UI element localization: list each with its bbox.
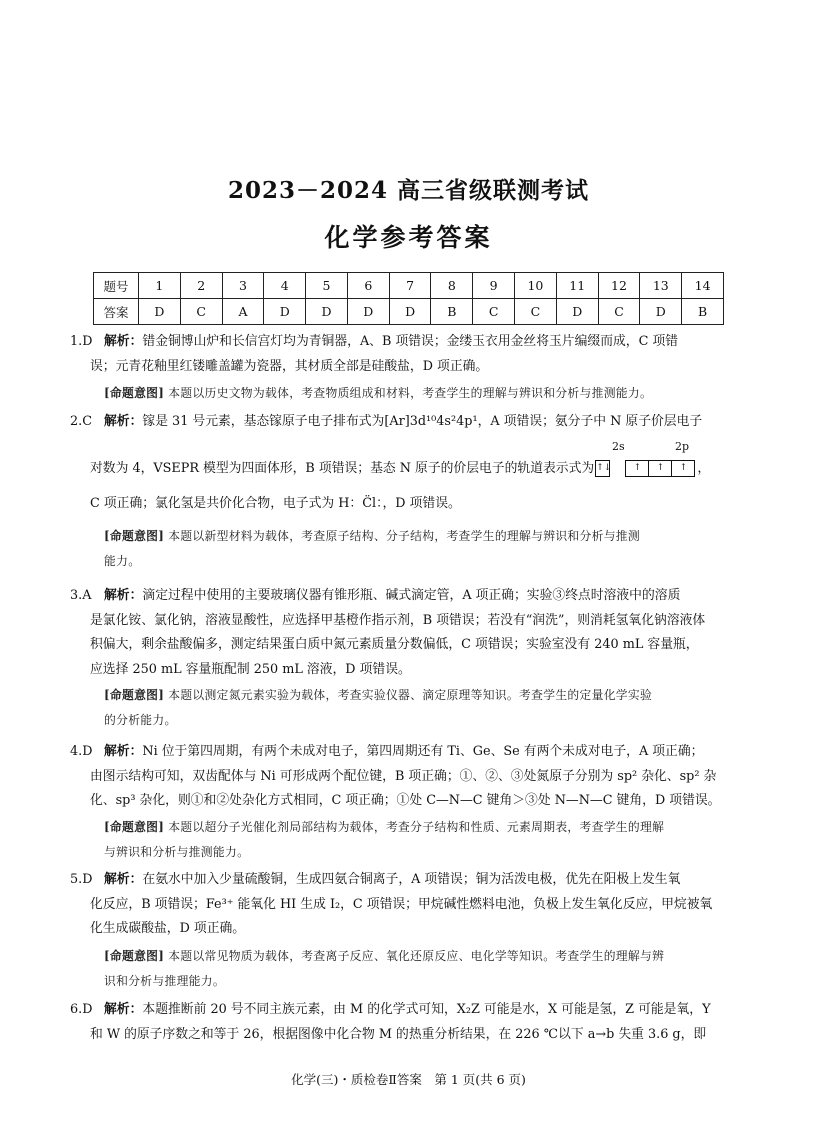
question-number: 1.D [70, 334, 93, 349]
orbital-box: ↑ [625, 460, 649, 477]
question-6 [70, 998, 726, 1047]
question-2-line2: 对数为 4，VSEPR 模型为四面体形，B 项错误；基态 N 原子的价层电子的轨道表示式为 ↑↓ ↑ ↑ ↑ ， [90, 461, 711, 476]
question-number: 5.D [70, 872, 93, 887]
table-cell: 9 [473, 273, 515, 299]
orbital-label-2s: 2s [612, 440, 625, 453]
analysis-label: 解析： [104, 414, 143, 429]
intent-text: 本题以新型材料为载体，考查原子结构、分子结构，考查学生的理解与辨识和分析与推测 [168, 529, 640, 543]
table-cell: C [598, 299, 640, 325]
table-cell: 6 [347, 273, 389, 299]
question-4 [70, 740, 726, 814]
answer-text: 错金铜博山炉和长信宫灯均为青铜器，A、B 项错误；金缕玉衣用金丝将玉片编缀而成，C 项错 [142, 334, 679, 349]
answer-line [90, 330, 726, 355]
answer-text: Ni 位于第四周期，有两个未成对电子，第四周期还有 Ti、Ge、Se 有两个未成对电子，A 项正确； [142, 744, 704, 759]
orbital-box: ↑ [671, 460, 695, 477]
intent-2 [104, 524, 726, 573]
table-cell: 5 [306, 273, 348, 299]
intent-text: 本题以常见物质为载体，考查离子反应、氧化还原反应、电化学等知识。考查学生的理解与辨 [168, 949, 665, 963]
question-number: 3.A [70, 588, 92, 603]
question-2-line3: C 项正确；氯化氢是共价化合物，电子式为 H：C̈l：，D 项错误。 [90, 496, 461, 511]
table-cell: 13 [640, 273, 682, 299]
table-cell: 11 [556, 273, 598, 299]
analysis-label: 解析： [104, 744, 143, 759]
table-cell: 10 [515, 273, 557, 299]
table-cell: 14 [682, 273, 724, 299]
intent-text: 本题以超分子光催化剂局部结构为载体，考查分子结构和性质、元素周期表，考查学生的理解 [168, 820, 665, 834]
answer-line: 化反应，B 项错误；Fe³⁺ 能氧化 HI 生成 I₂，C 项错误；甲烷碱性燃料电池，负极上发生氧化反应，甲烷被氧 [90, 896, 713, 912]
intent-tag: [命题意图] [104, 820, 165, 834]
intent-text: 与辨识和分析与推测能力。 [104, 844, 250, 859]
table-cell: D [306, 299, 348, 325]
answer-text: 滴定过程中使用的主要玻璃仪器有锥形瓶、碱式滴定管，A 项正确；实验③终点时溶液中的溶质 [142, 588, 681, 603]
table-cell: C [180, 299, 222, 325]
question-5 [70, 868, 726, 942]
answer-line: 由图示结构可知，双齿配体与 Ni 可形成两个配位键，B 项正确；①、②、③处氮原子分别为 sp² 杂化、sp² 杂 [90, 768, 717, 784]
table-header-cell: 答案 [94, 299, 139, 325]
table-cell: 3 [222, 273, 264, 299]
analysis-label: 解析： [104, 872, 143, 887]
analysis-label: 解析： [104, 1002, 143, 1017]
table-row-numbers [94, 273, 724, 299]
intent-text: 本题以历史文物为载体，考查物质组成和材料，考查学生的理解与辨识和分析与推测能力。 [168, 386, 653, 400]
table-cell: 2 [180, 273, 222, 299]
intent-tag: [命题意图] [104, 386, 165, 400]
orbital-box: ↑↓ [595, 460, 610, 477]
answer-line: 和 W 的原子序数之和等于 26，根据图像中化合物 M 的热重分析结果，在 226 ℃以下 a→b 失重 3.6 g，即 [90, 1026, 707, 1042]
question-number: 4.D [70, 744, 93, 759]
table-cell: D [389, 299, 431, 325]
answer-line [90, 740, 726, 765]
table-cell: A [222, 299, 264, 325]
page-subtitle: 化学参考答案 [324, 223, 493, 252]
intent-text: 能力。 [104, 553, 141, 568]
question-number: 2.C [70, 414, 93, 429]
intent-text: 本题以测定氮元素实验为载体，考查实验仪器、滴定原理等知识。考查学生的定量化学实验 [168, 688, 653, 702]
answer-table [93, 272, 724, 325]
answer-line [90, 998, 726, 1023]
intent-tag: [命题意图] [104, 529, 165, 543]
page-footer: 化学(三)・质检卷Ⅱ答案 第 1 页(共 6 页) [291, 1072, 526, 1087]
intent-text: 的分析能力。 [104, 712, 177, 727]
analysis-label: 解析： [104, 588, 143, 603]
page-title: 2023－2024 高三省级联测考试 [227, 177, 590, 204]
answer-line: 应选择 250 mL 容量瓶配制 250 mL 溶液，D 项错误。 [90, 661, 411, 677]
intent-4 [104, 815, 726, 864]
question-number: 6.D [70, 1002, 93, 1017]
answer-line: 化生成碳酸盐，D 项正确。 [90, 921, 246, 936]
answer-line: 化、sp³ 杂化，则①和②处杂化方式相同，C 项正确；①处 C—N—C 键角＞③处 N—N—C 键角，D 项错误。 [90, 793, 721, 808]
orbital-diagram-2p [626, 460, 695, 477]
intent-1 [104, 381, 726, 406]
table-cell: D [264, 299, 306, 325]
table-row-answers [94, 299, 724, 325]
answer-line: 误；元青花釉里红镂雕盖罐为瓷器，其材质全部是硅酸盐，D 项正确。 [90, 358, 489, 374]
table-cell: B [431, 299, 473, 325]
intent-tag: [命题意图] [104, 949, 165, 963]
table-cell: 8 [431, 273, 473, 299]
table-cell: 12 [598, 273, 640, 299]
table-cell: B [682, 299, 724, 325]
answer-text: 镓是 31 号元素，基态镓原子电子排布式为[Ar]3d¹⁰4s²4p¹，A 项错误；氨分子中 N 原子价层电子 [142, 414, 703, 429]
answer-text: 本题推断前 20 号不同主族元素，由 M 的化学式可知，X₂Z 可能是水，X 可能是氢，Z 可能是氧，Y [142, 1002, 711, 1017]
orbital-label-2p: 2p [675, 440, 690, 453]
table-cell: C [515, 299, 557, 325]
intent-5 [104, 944, 726, 993]
answer-text: 对数为 4，VSEPR 模型为四面体形，B 项错误；基态 N 原子的价层电子的轨道表示式为 [90, 461, 595, 476]
table-cell: D [139, 299, 181, 325]
answer-line [90, 584, 726, 609]
answer-line [90, 868, 726, 893]
question-2 [70, 410, 726, 435]
table-cell: C [473, 299, 515, 325]
table-cell: D [556, 299, 598, 325]
table-cell: D [640, 299, 682, 325]
table-cell: 1 [139, 273, 181, 299]
table-header-cell: 题号 [94, 273, 139, 299]
orbital-diagram-2s [596, 460, 610, 477]
answer-line [90, 410, 726, 435]
question-1 [70, 330, 726, 379]
answer-text: 在氨水中加入少量硫酸铜，生成四氨合铜离子，A 项错误；铜为活泼电极，优先在阳极上发生氧 [142, 872, 681, 887]
table-cell: D [347, 299, 389, 325]
intent-3 [104, 683, 726, 732]
intent-text: 识和分析与推理能力。 [104, 973, 225, 988]
question-3 [70, 584, 726, 682]
orbital-box: ↑ [648, 460, 672, 477]
answer-line: 积偏大，剩余盐酸偏多，测定结果蛋白质中氮元素质量分数偏低，C 项错误；实验室没有 240 mL 容量瓶， [90, 637, 699, 652]
intent-tag: [命题意图] [104, 688, 165, 702]
answer-line: 是氯化铵、氯化钠，溶液显酸性，应选择甲基橙作指示剂，B 项错误；若没有“润洗”，则消耗氢氧化钠溶液体 [90, 612, 706, 628]
table-cell: 7 [389, 273, 431, 299]
analysis-label: 解析： [104, 334, 143, 349]
table-cell: 4 [264, 273, 306, 299]
